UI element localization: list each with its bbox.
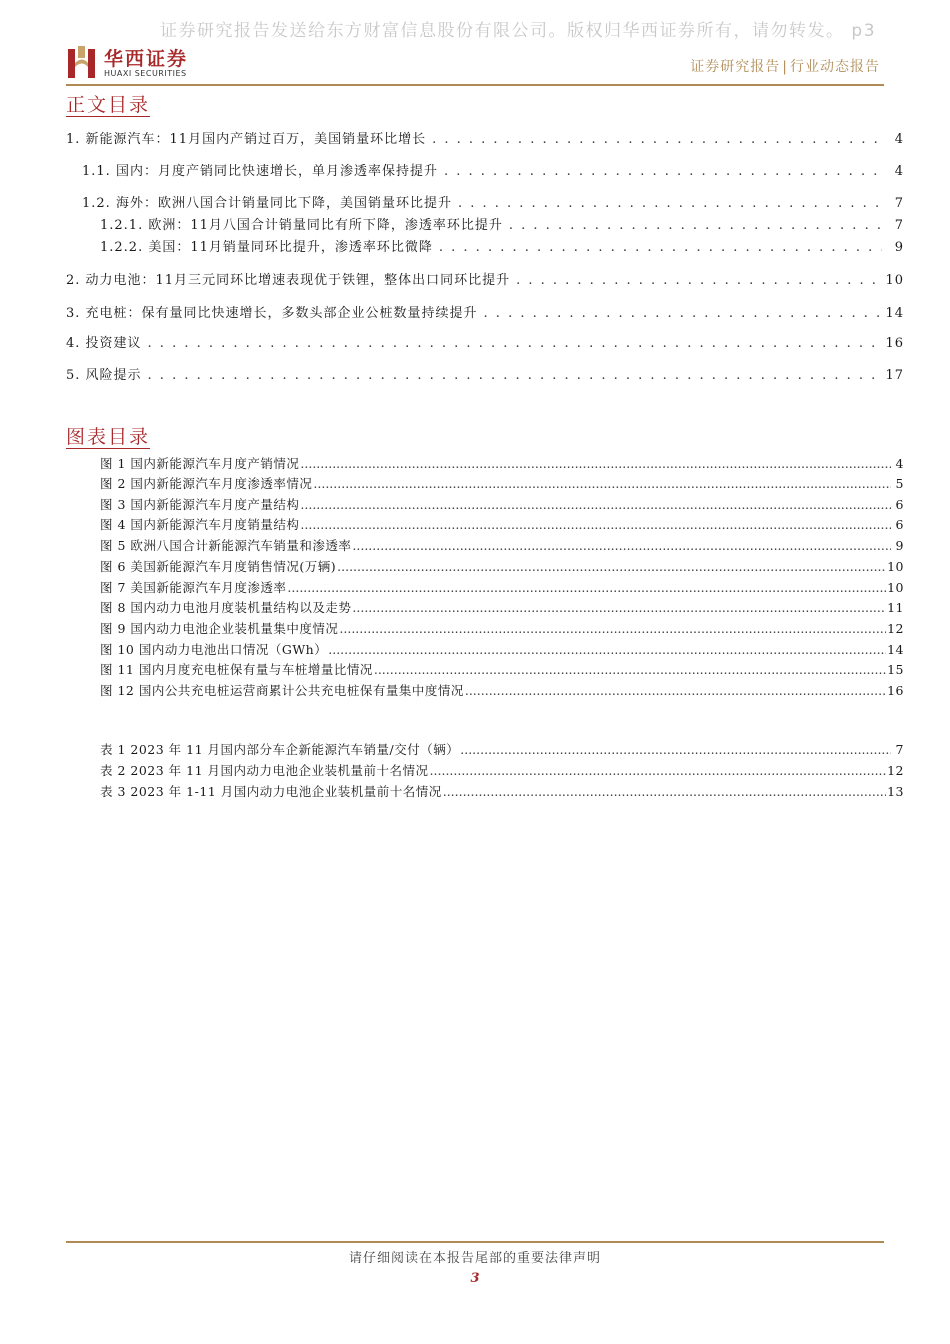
legal-notice: 请仔细阅读在本报告尾部的重要法律声明 [348, 1251, 601, 1266]
figure-entry[interactable] [100, 619, 904, 637]
table-entry[interactable] [100, 782, 904, 800]
figure-entry-text: 图 1 国内新能源汽车月度产销情况 [100, 456, 300, 471]
figure-leader [300, 456, 891, 471]
figure-entry[interactable] [100, 454, 904, 472]
figure-entry-page: 14 [887, 642, 904, 657]
figure-entry-page: 5 [895, 476, 904, 491]
table-entry-page: 7 [895, 742, 904, 757]
toc-title-underline [66, 116, 150, 117]
toc-entry-page: 16 [885, 336, 904, 351]
figure-entry[interactable] [100, 536, 904, 554]
figure-leader [374, 662, 886, 677]
figure-entry[interactable] [100, 474, 904, 492]
figure-leader [352, 538, 891, 553]
toc-entry-text: 1.2.1. 欧洲：11月八国合计销量同比有所下降，渗透率环比提升 [100, 218, 503, 233]
toc-entry-text: 1.1. 国内：月度产销同比快速增长，单月渗透率保持提升 [82, 164, 438, 179]
footer-divider [66, 1241, 884, 1243]
toc-leader [509, 218, 882, 233]
toc-entry-page: 4 [894, 132, 904, 147]
toc-entry[interactable] [100, 236, 904, 255]
figure-entry[interactable] [100, 681, 904, 699]
toc-leader [439, 240, 882, 255]
toc-leader [148, 368, 880, 383]
figure-entry-page: 12 [887, 621, 904, 636]
toc-leader [458, 196, 882, 211]
company-logo [66, 44, 206, 84]
table-entry-text: 表 3 2023 年 1-11 月国内动力电池企业装机量前十名情况 [100, 784, 442, 799]
toc-entry-page: 7 [894, 218, 904, 233]
page-number: 3 [470, 1271, 480, 1286]
toc-leader [444, 164, 882, 179]
report-category: 行业动态报告 [790, 59, 880, 75]
figure-entry[interactable] [100, 598, 904, 616]
toc-entry-page: 4 [894, 164, 904, 179]
toc-entry-text: 1.2.2. 美国：11月销量同环比提升，渗透率环比微降 [100, 240, 433, 255]
figure-entry-page: 10 [887, 580, 904, 595]
table-entry[interactable] [100, 761, 904, 779]
figure-entry-text: 图 11 国内月度充电桩保有量与车桩增量比情况 [100, 662, 373, 677]
toc-entry[interactable] [66, 302, 904, 321]
figure-entry[interactable] [100, 557, 904, 575]
toc-entry-text: 3. 充电桩：保有量同比快速增长，多数头部企业公桩数量持续提升 [66, 306, 478, 321]
table-leader [460, 742, 891, 757]
report-type: 证券研究报告 [690, 59, 781, 75]
table-entry[interactable] [100, 740, 904, 758]
toc-leader [516, 273, 879, 288]
figure-leader [339, 621, 886, 636]
figures-title: 图表目录 [66, 426, 151, 448]
logo-name-cn: 华西证券 [104, 48, 189, 70]
figure-leader [300, 497, 891, 512]
table-entry-text: 表 2 2023 年 11 月国内动力电池企业装机量前十名情况 [100, 763, 429, 778]
figure-entry-text: 图 6 美国新能源汽车月度销售情况(万辆) [100, 559, 337, 574]
toc-entry[interactable] [82, 192, 904, 211]
figure-entry-page: 9 [895, 538, 904, 553]
table-entry-text: 表 1 2023 年 11 月国内部分车企新能源汽车销量/交付（辆） [100, 742, 460, 757]
toc-entry[interactable] [66, 364, 904, 383]
logo-name-en: HUAXI SECURITIES [104, 69, 187, 78]
toc-entry-page: 9 [894, 240, 904, 255]
figure-entry[interactable] [100, 660, 904, 678]
figure-entry-page: 15 [887, 662, 904, 677]
figure-entry[interactable] [100, 495, 904, 513]
figure-entry-text: 图 4 国内新能源汽车月度销量结构 [100, 517, 300, 532]
figure-entry[interactable] [100, 640, 904, 658]
toc-entry[interactable] [66, 332, 904, 351]
figure-leader [337, 559, 886, 574]
toc-title: 正文目录 [66, 94, 151, 116]
figure-entry-text: 图 8 国内动力电池月度装机量结构以及走势 [100, 600, 352, 615]
figure-leader [287, 580, 886, 595]
table-entry-page: 12 [887, 763, 904, 778]
toc-entry[interactable] [100, 214, 904, 233]
toc-entry-text: 1. 新能源汽车：11月国内产销过百万，美国销量环比增长 [66, 132, 427, 147]
figure-entry-page: 4 [895, 456, 904, 471]
figure-entry-text: 图 2 国内新能源汽车月度渗透率情况 [100, 476, 313, 491]
figure-entry-text: 图 5 欧洲八国合计新能源汽车销量和渗透率 [100, 538, 352, 553]
figure-leader [328, 642, 886, 657]
toc-entry-page: 17 [885, 368, 904, 383]
figure-entry[interactable] [100, 515, 904, 533]
table-entry-page: 13 [887, 784, 904, 799]
toc-leader [484, 306, 880, 321]
toc-leader [432, 132, 882, 147]
toc-entry-page: 10 [885, 273, 904, 288]
toc-entry-text: 4. 投资建议 [66, 336, 142, 351]
figure-entry-text: 图 7 美国新能源汽车月度渗透率 [100, 580, 287, 595]
figure-entry-text: 图 12 国内公共充电桩运营商累计公共充电桩保有量集中度情况 [100, 683, 464, 698]
figure-entry-text: 图 9 国内动力电池企业装机量集中度情况 [100, 621, 339, 636]
figure-entry-page: 16 [887, 683, 904, 698]
figure-entry[interactable] [100, 578, 904, 596]
figure-leader [313, 476, 891, 491]
figure-entry-page: 6 [895, 517, 904, 532]
huaxi-logo-icon [66, 46, 98, 80]
table-leader [443, 784, 886, 799]
header-separator: | [782, 59, 788, 75]
figure-entry-page: 6 [895, 497, 904, 512]
figure-entry-page: 10 [887, 559, 904, 574]
figure-entry-page: 11 [887, 600, 904, 615]
toc-entry-text: 1.2. 海外：欧洲八国合计销量同比下降，美国销量环比提升 [82, 196, 452, 211]
watermark: 证券研究报告发送给东方财富信息股份有限公司。版权归华西证券所有，请勿转发。 p3 [160, 21, 877, 41]
toc-entry[interactable] [66, 128, 904, 147]
figure-entry-text: 图 10 国内动力电池出口情况（GWh） [100, 642, 328, 657]
figure-leader [352, 600, 886, 615]
header-divider [66, 84, 884, 86]
toc-entry[interactable] [82, 160, 904, 179]
toc-entry-text: 5. 风险提示 [66, 368, 142, 383]
toc-entry-page: 7 [894, 196, 904, 211]
figure-entry-text: 图 3 国内新能源汽车月度产量结构 [100, 497, 300, 512]
toc-entry-page: 14 [885, 306, 904, 321]
toc-entry[interactable] [66, 269, 904, 288]
figure-leader [465, 683, 886, 698]
report-header [690, 56, 880, 76]
toc-leader [148, 336, 880, 351]
table-leader [430, 763, 887, 778]
toc-entry-text: 2. 动力电池：11月三元同环比增速表现优于铁锂，整体出口同环比提升 [66, 273, 511, 288]
figures-title-underline [66, 448, 150, 449]
figure-leader [300, 517, 891, 532]
